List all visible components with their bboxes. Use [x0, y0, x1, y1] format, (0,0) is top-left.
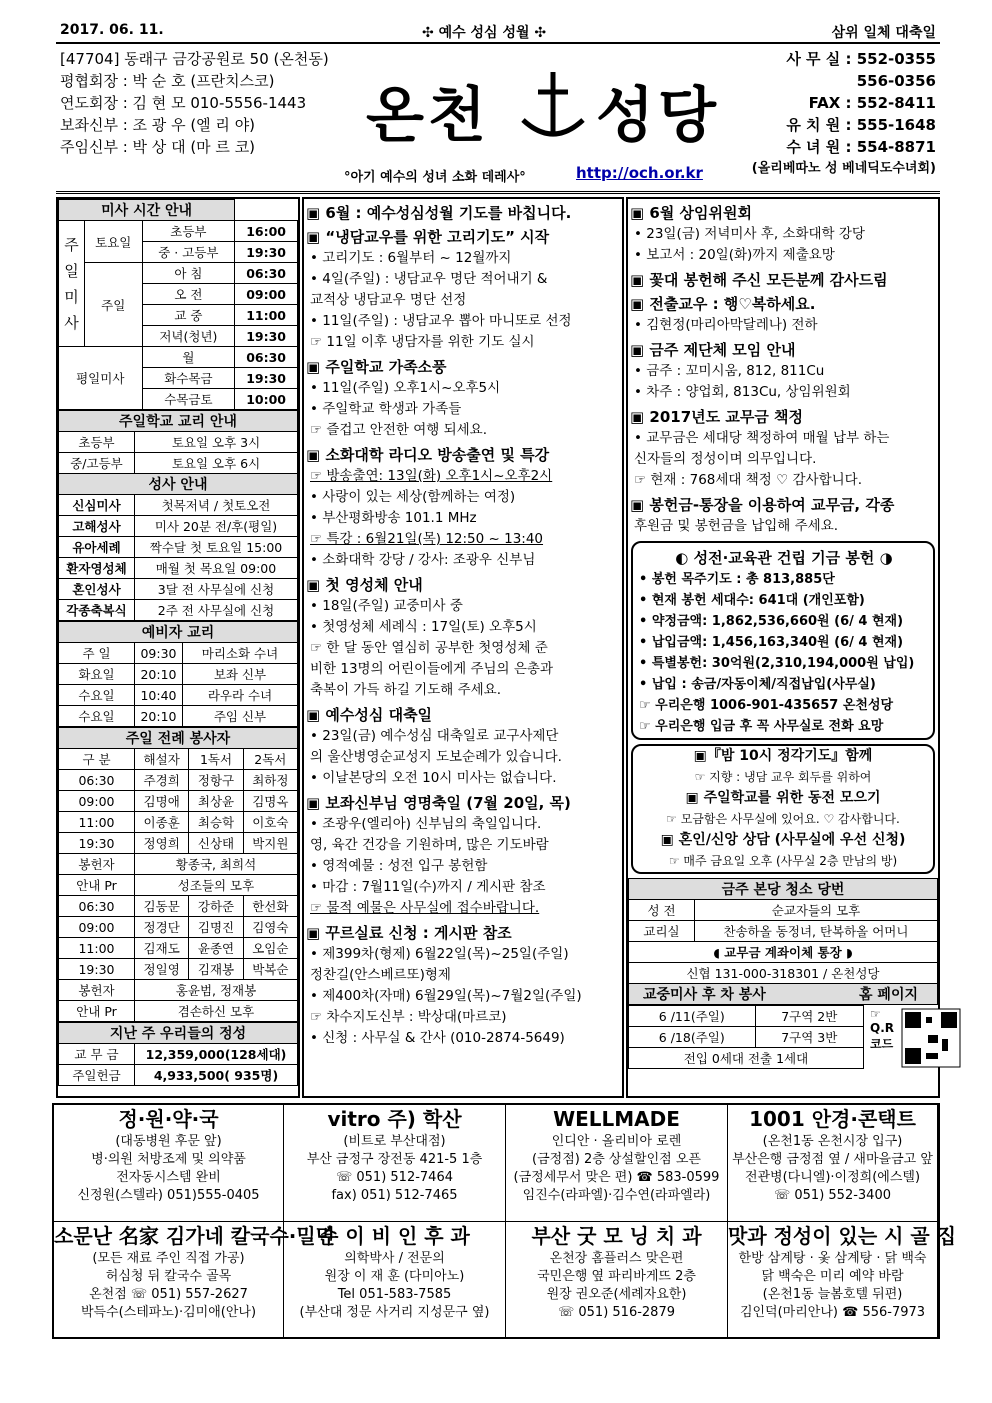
notice-line: • 11일(주일) : 냉담교우 뽑아 마니또로 선정	[310, 313, 572, 329]
qr-label: ☞ Q.R 코드	[870, 1007, 894, 1051]
prayer-line: ☞ 매주 금요일 오후 (사무실 2층 만남의 방)	[668, 854, 898, 868]
notice-line: • 교무금은 세대당 책정하여 매월 납부 하는	[634, 430, 890, 446]
notice-line: ☞ 한 달 동안 열심히 공부한 첫영성체 준	[310, 640, 548, 656]
notice-heading: ▣ 보좌신부님 영명축일 (7월 20일, 목)	[306, 794, 571, 812]
notice-line: • 차주 : 양업회, 813Cu, 상임위원회	[634, 384, 851, 400]
servers-table: 주일 전례 봉사자 구 분 해설자 1독서 2독서 06:30 주경희 정항구 최하정 09:00 김명애 최상윤 김명옥 11:00 이종훈 최승학 이호숙 19:30 정영희 신상태 박지원 봉헌자 황종국, 최희석 안내 Pr 성조들의 모후 06:30 김동문 강하준 한선화 09:00 정경단 김명진 김영숙 11:00 김재도 윤종연 오임순 19:30 정일영 김재봉 박복순 봉헌자 홍윤범, 정재봉 안내 Pr 겸손하신 모후	[58, 727, 298, 1022]
notice-line: • 조광우(엘리아) 신부님의 축일입니다.	[310, 816, 542, 832]
mass-table: 미사 시간 안내 주일미사 토요일 초등부 16:00 중 · 고등부 19:30 주일 아 침 06:30 오 전 09:00 교 중 11:00 저녁(청년) 19:30 평일미사 월 06:30 화수목금 19:30 수목금토 10:00	[58, 199, 298, 410]
fund-line: ☞ 우리은행 1006-901-435657 온천성당	[639, 698, 894, 713]
sunday-label: 주일미사	[59, 221, 85, 347]
notice-line: 영, 육간 건강을 기원하며, 많은 기도바람	[310, 837, 549, 853]
notice-line: ☞ 물적 예물은 사무실에 접수바랍니다.	[310, 900, 540, 916]
notice-line: • 고리기도 : 6월부터 ~ 12월까지	[310, 250, 512, 266]
right-notices	[628, 202, 938, 537]
website-link[interactable]: http://och.or.kr	[576, 164, 703, 182]
month-theme: ✣ 예수 성심 성월 ✣	[422, 25, 547, 41]
notice-line: 정찬길(안스베르또)형제	[310, 967, 451, 983]
notice-line: ☞ 특강 : 6월21일(목) 12:50 ~ 13:40	[310, 531, 544, 547]
notice-line: ☞ 현재 : 768세대 책정 ♡ 감사합니다.	[634, 472, 863, 488]
ad-block[interactable]: vitro 주) 학산 (비트로 부산대점) 부산 금정구 장전동 421-5 1층 ☏ 051) 512-7464 fax) 051) 512-7465	[284, 1105, 506, 1222]
ad-block[interactable]: 부산 굿 모 닝 치 과 온천장 홈플러스 맞은편 국민은행 옆 파리바게뜨 2층 원장 권오준(세례자요한) ☏ 051) 516-2879	[506, 1222, 728, 1339]
notice-line: 비한 13명의 어린이들에게 주님의 은총과	[310, 661, 553, 677]
notice-heading: ▣ 전출교우 : 행♡복하세요.	[630, 295, 816, 313]
notice-heading: ▣ 첫 영성체 안내	[306, 576, 423, 594]
prayer-line: ▣『밤 10시 정각기도』함께	[693, 748, 873, 764]
notice-heading: ▣ 봉헌금-통장을 이용하여 교무금, 각종	[630, 496, 895, 514]
prayer-line: ☞ 모금함은 사무실에 있어요. ♡ 감사합니다.	[666, 812, 900, 826]
notice-heading: ▣ 소화대학 라디오 방송출연 및 특강	[306, 446, 550, 464]
parish-name-2: 성당	[596, 81, 720, 151]
notice-line: 교적상 냉담교우 명단 선정	[310, 292, 467, 308]
right-column	[626, 197, 940, 1098]
notice-line: • 보고서 : 20일(화)까지 제출요망	[634, 247, 835, 263]
middle-column	[302, 197, 624, 1098]
ad-block[interactable]: 1001 안경·콘택트 (온천1동 온천시장 입구) 부산은행 금정점 옆 / 새마을금고 앞 전관병(다니엘)·이정희(에스텔) ☏ 051) 552-3400	[728, 1105, 938, 1222]
notice-heading: ▣ 꾸르실료 신청 : 게시판 참조	[306, 924, 512, 942]
motto: °아기 예수의 성녀 소화 데레사°	[344, 170, 526, 185]
notice-line: • 소화대학 강당 / 강사: 조광우 신부님	[310, 552, 536, 568]
prayer-box	[631, 744, 935, 874]
notice-line: • 23일(금) 예수성심 대축일로 교구사제단	[310, 728, 559, 744]
parish-info: [47704] 동래구 금강공원로 50 (온천동) 평협회장 : 박 순 호 (프란치스코) 연도회장 : 김 현 모 010-5556-1443 보좌신부 : 조 광 우 (엘 리 야) 주임신부 : 박 상 대 (마 르 코)	[60, 50, 329, 156]
fund-line: • 특별봉헌: 30억원(2,310,194,000원 납입)	[639, 656, 915, 671]
ad-block[interactable]: 소문난 名家 김가네 칼국수·밀면 (모든 재료 주인 직접 가공) 허심청 뒤 칼국수 골목 온천점 ☏ 051) 557-2627 박득수(스테파노)·김미애(안나)	[54, 1222, 284, 1339]
notice-heading: ▣ 6월 상임위원회	[630, 204, 752, 222]
prayer-line: ▣ 혼인/신앙 상담 (사무실에 우선 신청)	[660, 832, 906, 848]
notice-line: • 마감 : 7월11일(수)까지 / 게시판 참조	[310, 879, 546, 895]
advertisement-grid	[52, 1103, 957, 1339]
fund-line: • 봉헌 목주기도 : 총 813,885단	[639, 572, 835, 587]
notice-line: ☞ 즐겁고 안전한 여행 되세요.	[310, 422, 488, 438]
left-column	[56, 197, 300, 1098]
notice-line: • 주일학교 학생과 가족들	[310, 401, 462, 417]
notice-heading: ▣ 예수성심 대축일	[306, 706, 433, 724]
ad-block[interactable]: 맛과 정성이 있는 시 골 집 한방 삼계탕 · 옻 삼계탕 · 닭 백숙 닭 백숙은 미리 예약 바람 (온천1동 늘봄호텔 뒤편) 김인덕(마리안나) ☎ 556-7973	[728, 1222, 938, 1339]
notice-line: 축복이 가득 하길 기도해 주세요.	[310, 682, 501, 698]
notice-heading: ▣ 주일학교 가족소풍	[306, 358, 447, 376]
notice-line: • 영적예물 : 성전 입구 봉헌함	[310, 858, 488, 874]
notice-line: • 23일(금) 저녁미사 후, 소화대학 강당	[634, 226, 865, 242]
notice-line: • 사랑이 있는 세상(함께하는 여정)	[310, 489, 516, 505]
notice-heading: ▣ 2017년도 교무금 책정	[630, 408, 804, 426]
qr-code-icon[interactable]	[902, 1009, 960, 1067]
fund-line: • 납입금액: 1,456,163,340원 (6/ 4 현재)	[639, 635, 904, 650]
notice-heading: ▣ 6월 : 예수성심성월 기도를 바칩니다.	[306, 204, 572, 222]
cross-logo-icon	[518, 68, 588, 148]
notice-line: ☞ 차수지도신부 : 박상대(마르코)	[310, 1009, 507, 1025]
top-bar	[56, 18, 940, 44]
notice-line: • 신청 : 사무실 & 간사 (010-2874-5649)	[310, 1030, 565, 1046]
notice-line: • 부산평화방송 101.1 MHz	[310, 510, 477, 526]
notice-line: • 4일(주일) : 냉담교우 명단 적어내기 &	[310, 271, 548, 287]
car-service: 6 /11(주일) 7구역 2반 6 /18(주일) 7구역 3반 전입 0세대 전출 1세대 ☞ Q.R 코드	[628, 1005, 938, 1075]
notice-line: ☞ 방송출연: 13일(화) 오후1시~오후2시	[310, 468, 553, 484]
fund-line: • 현재 봉헌 세대수: 641대 (개인포함)	[639, 593, 865, 608]
cleaning-table: 금주 본당 청소 당번 성 전 순교자들의 모후 교리실 찬송하올 동정녀, 탄복하올 어머니 ◖ 교무금 계좌이체 통장 ◗ 신협 131-000-318301 / 온천성당 교중미사 후 차 봉사 홈 페이지	[628, 878, 938, 1005]
notice-heading: ▣ 금주 제단체 모임 안내	[630, 341, 796, 359]
notice-line: • 김현정(마리아막달레나) 전하	[634, 317, 818, 333]
feast-name: 삼위 일체 대축일	[831, 25, 936, 41]
notice-line: • 제400차(자매) 6월29일(목)~7월2일(주일)	[310, 988, 582, 1004]
notice-line: 신자들의 정성이며 의무입니다.	[634, 451, 817, 467]
masthead	[56, 46, 940, 194]
ad-block[interactable]: 수 이 비 인 후 과 의학박사 / 전문의 원장 이 재 훈 (다미아노) Tel 051-583-7585 (부산대 정문 사거리 지성문구 옆)	[284, 1222, 506, 1339]
notice-line: • 18일(주일) 교중미사 중	[310, 598, 463, 614]
notice-line: • 제399차(형제) 6월22일(목)~25일(주일)	[310, 946, 569, 962]
catechumen-table: 예비자 교리 주 일 09:30 마리소화 수녀 화요일 20:10 보좌 신부 수요일 10:40 라우라 수녀 수요일 20:10 주임 신부	[58, 621, 298, 727]
ad-block[interactable]: WELLMADE 인디안 · 올리비아 로렌 (금정점) 2층 상설할인점 오픈 (금정세무서 맞은 편) ☎ 583-0599 임진수(라파엘)·김수연(라파엘라)	[506, 1105, 728, 1222]
contact-info: 사 무 실 : 552-0355 556-0356 FAX : 552-8411 유 치 원 : 555-1648 수 녀 원 : 554-8871 (올리베따노 성 베네딕도수녀회)	[751, 50, 936, 176]
prayer-line: ☞ 지향 : 냉담 교우 회두를 위하여	[694, 770, 872, 784]
issue-date: 2017. 06. 11.	[60, 22, 164, 38]
prayer-line: ▣ 주일학교를 위한 동전 모으기	[685, 790, 881, 806]
fund-line: ☞ 우리은행 입금 후 꼭 사무실로 전화 요망	[639, 719, 884, 734]
parish-name-1: 온천	[366, 81, 490, 151]
fund-line: • 약정금액: 1,862,536,660원 (6/ 4 현재)	[639, 614, 904, 629]
notice-heading: ▣ “냉담교우를 위한 고리기도” 시작	[306, 228, 550, 246]
notice-line: ☞ 11일 이후 냉담자를 위한 기도 실시	[310, 334, 535, 350]
fund-line: • 납입 : 송금/자동이체/직접납입(사무실)	[639, 677, 876, 692]
notice-line: • 11일(주일) 오후1시~오후5시	[310, 380, 501, 396]
notice-line: 후원금 및 봉헌금을 납입해 주세요.	[634, 518, 839, 534]
building-fund-box: ◐ 성전·교육관 건립 기금 봉헌 ◑ • 봉헌 목주기도 : 총 813,885단 • 현재 봉헌 세대수: 641대 (개인포함) • 약정금액: 1,862,536,660원 (6/ 4 현재) • 납입금액: 1,456,163,340원 (6/ 4 현재) • 특별봉헌: 30억원(2,310,194,000원 납입) • 납입 : 송금/자동이체/직접납입(사무실) ☞ 우리은행 1006-901-435657 온천성당 ☞ 우리은행 입금 후 꼭 사무실로 전화 요망	[631, 541, 935, 740]
notice-line: • 첫영성체 세례식 : 17일(토) 오후5시	[310, 619, 537, 635]
school-table: 주일학교 교리 안내 초등부 토요일 오후 3시 중/고등부 토요일 오후 6시 성사 안내 신심미사 첫목저녁 / 첫토오전 고해성사 미사 20분 전/후(평일) 유아세례 짝수달 첫 토요일 15:00 환자영성체 매월 첫 목요일 09:00 혼인성사 3달 전 사무실에 신청 각종축복식 2주 전 사무실에 신청	[58, 410, 298, 621]
ad-block[interactable]: 정·원·약·국 (대동병원 후문 앞) 병·의원 처방조제 및 의약품 전자동시스템 완비 신정원(스텔라) 051)555-0405	[54, 1105, 284, 1222]
notice-heading: ▣ 꽃대 봉헌해 주신 모든분께 감사드림	[630, 271, 888, 289]
notice-line: • 금주 : 꼬미시움, 812, 811Cu	[634, 363, 825, 379]
notice-line: 의 울산병영순교성지 도보순례가 있습니다.	[310, 749, 562, 765]
offering-table: 지난 주 우리들의 정성 교 무 금 12,359,000(128세대) 주일헌금 4,933,500( 935명)	[58, 1022, 298, 1086]
notice-line: • 이날본당의 오전 10시 미사는 없습니다.	[310, 770, 557, 786]
